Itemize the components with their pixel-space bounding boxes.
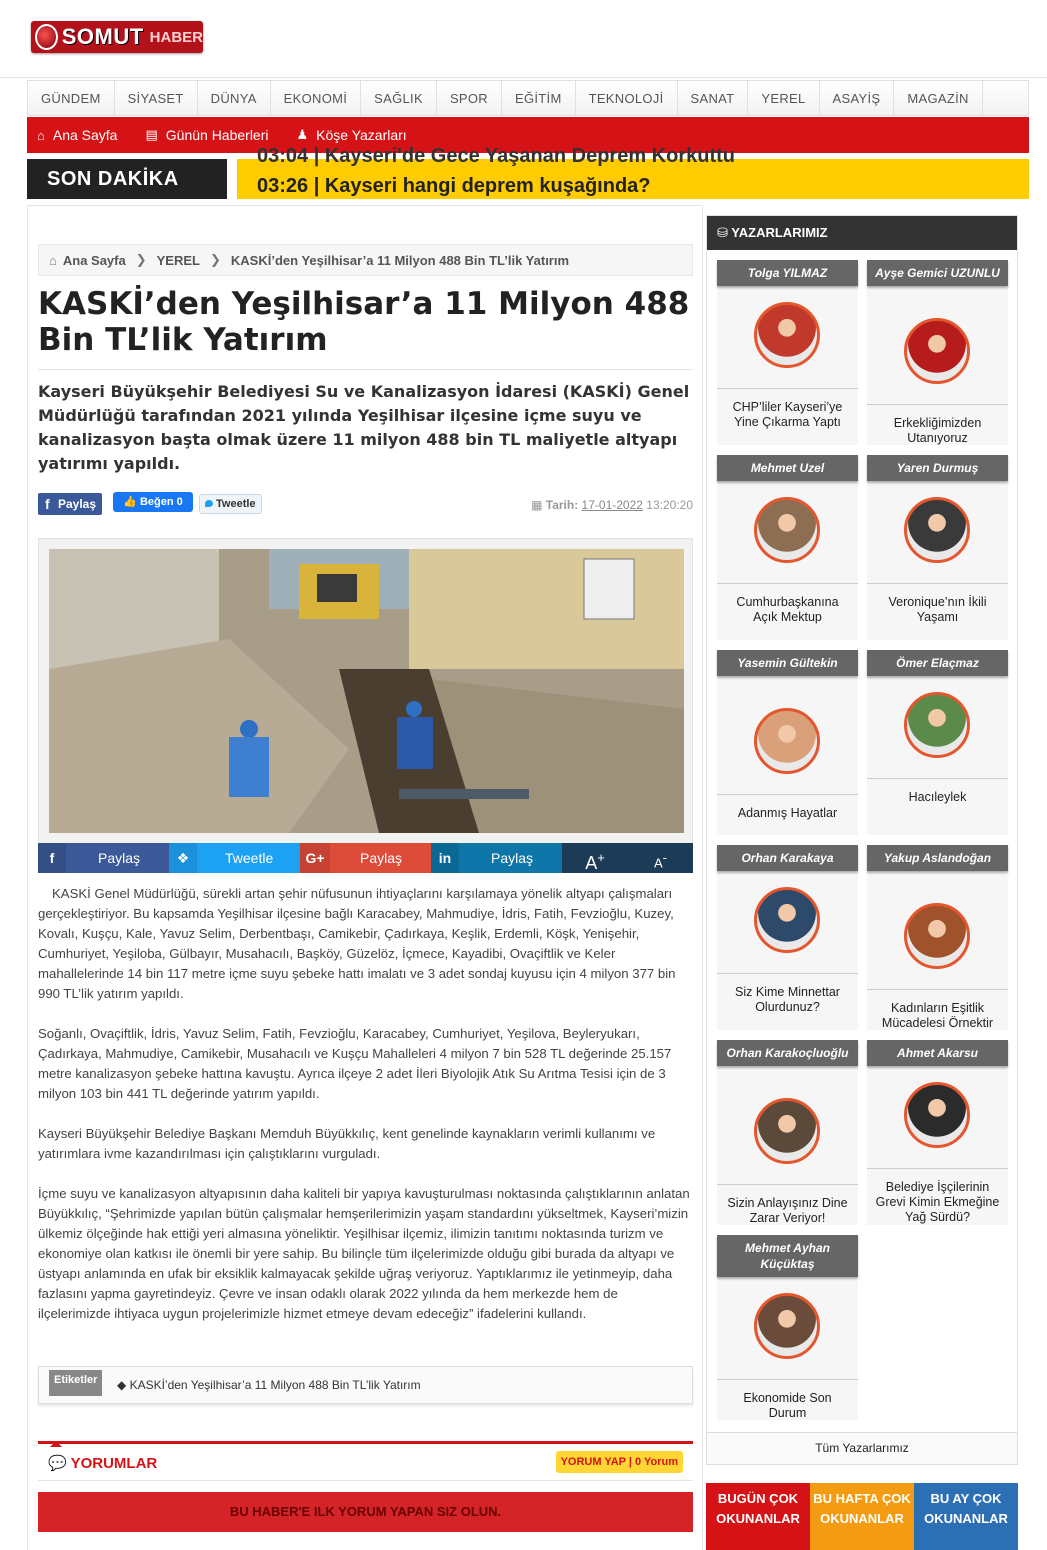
- columnist-avatar[interactable]: [754, 887, 820, 953]
- columnist-name[interactable]: Tolga YILMAZ: [717, 260, 858, 286]
- logo-text-primary: SOMUT: [61, 24, 144, 49]
- comment-icon: 💬: [48, 1455, 71, 1472]
- columnist-avatar[interactable]: [754, 708, 820, 774]
- article-body: [38, 884, 693, 1344]
- tag-link[interactable]: [117, 1378, 421, 1392]
- tab-month-popular[interactable]: BU AY ÇOK OKUNANLAR: [914, 1483, 1018, 1550]
- home-icon: ⌂: [49, 252, 57, 268]
- category-eği̇ti̇m[interactable]: EĞİTİM: [502, 81, 576, 115]
- columnist-article-link[interactable]: Cumhurbaşkanına Açık Mektup: [736, 595, 839, 624]
- columnist-card[interactable]: [717, 455, 858, 640]
- columnist-article-link[interactable]: Sizin Anlayışınız Dine Zarar Veriyor!: [727, 1196, 848, 1225]
- sidebar-columnists: [706, 215, 1018, 1465]
- user-icon: ♟: [296, 127, 309, 142]
- category-teknoloji̇[interactable]: TEKNOLOJİ: [576, 81, 678, 115]
- no-comments-message: BU HABER'E ILK YORUM YAPAN SIZ OLUN.: [38, 1492, 693, 1532]
- share-bar-large: [38, 843, 693, 873]
- facebook-share-large[interactable]: [38, 843, 169, 873]
- tags-label: Etiketler: [49, 1370, 102, 1396]
- font-decrease-button[interactable]: [628, 843, 693, 873]
- columnist-article-link[interactable]: Adanmış Hayatlar: [737, 806, 838, 820]
- columnist-card[interactable]: [717, 1040, 858, 1225]
- nav-columnists-label: Köşe Yazarları: [316, 127, 407, 143]
- divider: [38, 369, 693, 370]
- date-label: Tarih:: [545, 498, 579, 512]
- facebook-like-button[interactable]: [113, 492, 193, 512]
- twitter-tweet-button[interactable]: Tweetle: [199, 494, 262, 514]
- divider: [717, 583, 858, 584]
- comments-header: [38, 1441, 693, 1481]
- twitter-share-label: Tweetle: [225, 850, 274, 866]
- linkedin-share-large[interactable]: [431, 843, 562, 873]
- comments-title: [48, 1454, 157, 1472]
- share-bar-small: [38, 492, 693, 518]
- sidebar-title: [707, 216, 1017, 250]
- breaking-news-item[interactable]: 03:04 | Kayseri'de Gece Yaşanan Deprem Korkuttu: [257, 145, 735, 167]
- twitter-share-large[interactable]: [169, 843, 300, 873]
- columnist-article-link[interactable]: Siz Kime Minnettar Olurdunuz?: [735, 985, 840, 1014]
- nav-home-link[interactable]: [37, 127, 117, 143]
- minus-icon: -: [662, 850, 667, 865]
- tag-label: KASKİ’den Yeşilhisar’a 11 Milyon 488 Bin TL’lik Yatırım: [129, 1378, 421, 1392]
- columnist-name[interactable]: Orhan Karakoçluoğlu: [717, 1040, 858, 1066]
- category-sağlik[interactable]: SAĞLIK: [361, 81, 437, 115]
- columnist-article-link[interactable]: Kadınların Eşitlik Mücadelesi Örnektir: [881, 1001, 994, 1030]
- lock-icon: ⛁: [717, 225, 732, 240]
- font-increase-label: A: [585, 853, 598, 873]
- divider: [717, 1184, 858, 1185]
- article-photo: [49, 549, 684, 833]
- google-share-label: Paylaş: [360, 850, 403, 866]
- chevron-right-icon: ❯: [135, 252, 147, 267]
- facebook-icon: f: [38, 843, 66, 873]
- construction-photo: [49, 549, 684, 833]
- breaking-news-label: SON DAKİKA: [27, 159, 227, 199]
- category-ekonomi̇[interactable]: EKONOMİ: [271, 81, 362, 115]
- category-dünya[interactable]: DÜNYA: [198, 81, 271, 115]
- header: [0, 0, 1047, 78]
- columnist-avatar[interactable]: [904, 497, 970, 563]
- article-date: [531, 498, 693, 512]
- category-sanat[interactable]: SANAT: [678, 81, 749, 115]
- columnist-name[interactable]: Mehmet Uzel: [717, 455, 858, 481]
- tags-box: [38, 1366, 693, 1404]
- columnist-card[interactable]: [717, 650, 858, 835]
- tab-today-popular[interactable]: BUGÜN ÇOK OKUNANLAR: [706, 1483, 810, 1550]
- columnist-name[interactable]: Orhan Karakaya: [717, 845, 858, 871]
- columnist-article-link[interactable]: Hacıleylek: [908, 790, 967, 804]
- article-summary: Kayseri Büyükşehir Belediyesi Su ve Kanalizasyon İdaresi (KASKİ) Genel Müdürlüğü tarafından 2021 yılında Yeşilhisar ilçesine içme suyu ve kanalizasyon başta olmak üzere 11 milyon 488 bin TL maliyetle altyapı yatırımı yapıldı.: [38, 382, 690, 473]
- columnist-card[interactable]: [867, 845, 1008, 1030]
- columnist-card[interactable]: [867, 650, 1008, 835]
- columnist-article-link[interactable]: Belediye İşçilerinin Grevi Kimin Ekmeğine Yağ Sürdü?: [875, 1180, 1000, 1224]
- divider: [867, 989, 1008, 990]
- tab-week-popular[interactable]: BU HAFTA ÇOK OKUNANLAR: [810, 1483, 914, 1550]
- columnist-avatar[interactable]: [904, 692, 970, 758]
- logo-globe-icon: [35, 24, 58, 50]
- breaking-news-ticker: [237, 145, 1029, 199]
- columnist-card[interactable]: [717, 1235, 858, 1420]
- category-gündem[interactable]: GÜNDEM: [28, 81, 115, 115]
- linkedin-icon: in: [431, 843, 459, 873]
- chevron-right-icon: ❯: [209, 252, 221, 267]
- columnist-card[interactable]: [867, 260, 1008, 445]
- article-title: KASKİ’den Yeşilhisar’a 11 Milyon 488 Bin TL’lik Yatırım: [38, 286, 690, 358]
- divider: [867, 583, 1008, 584]
- breaking-news-item[interactable]: 03:26 | Kayseri hangi deprem kuşağında?: [257, 175, 651, 197]
- category-nav: [27, 80, 1029, 116]
- like-label: Beğen 0: [139, 496, 183, 508]
- columnist-name[interactable]: Mehmet Ayhan Küçüktaş: [717, 1235, 858, 1277]
- category-spor[interactable]: SPOR: [437, 81, 502, 115]
- nav-today-link[interactable]: [145, 127, 268, 143]
- tag-icon: ◆: [117, 1378, 130, 1392]
- breadcrumb-home[interactable]: Ana Sayfa: [62, 252, 126, 268]
- sidebar-title-label: YAZARLARIMIZ: [731, 225, 828, 240]
- columnist-name[interactable]: Ahmet Akarsu: [867, 1040, 1008, 1066]
- columnist-name[interactable]: Ayşe Gemici UZUNLU: [867, 260, 1008, 286]
- columnist-card[interactable]: [717, 260, 858, 445]
- newspaper-icon: ▤: [145, 127, 158, 142]
- twitter-icon: ❖: [169, 843, 197, 873]
- divider: [717, 973, 858, 974]
- breadcrumb-current: KASKİ’den Yeşilhisar’a 11 Milyon 488 Bin TL’lik Yatırım: [230, 252, 570, 268]
- calendar-icon: ▦: [531, 498, 543, 512]
- article-container: [27, 205, 703, 1550]
- plus-icon: +: [597, 850, 605, 865]
- nav-home-label: Ana Sayfa: [52, 127, 118, 143]
- columnist-name[interactable]: Yakup Aslandoğan: [867, 845, 1008, 871]
- columnist-avatar[interactable]: [754, 497, 820, 563]
- columnist-avatar[interactable]: [754, 302, 820, 368]
- divider: [717, 794, 858, 795]
- columnist-card[interactable]: [867, 455, 1008, 640]
- columnist-avatar[interactable]: [904, 318, 970, 384]
- logo-text-secondary: HABER: [149, 28, 203, 46]
- facebook-share-button[interactable]: f Paylaş: [38, 493, 102, 515]
- article-paragraph: KASKİ Genel Müdürlüğü, sürekli artan şehir nüfusunun ihtiyaçlarını karşılamaya yönelik altyapı çalışmaları gerçekleştiriyor. Bu kapsamda Yeşilhisar ilçesine bağlı Karacabey, Mahmudiye, İdris, Fatih, Fevzioğlu, Kuzey, Kovalı, Kuşçu, Kale, Yavuz Selim, Derbentbaşı, Camikebir, Çadırkaya, Keşlik, Erdemli, Köşk, Yenişehir, Cumhuriyet, Yeşiloba, Gülbayır, Musahacılı, Başköy, Güzelöz, İçmece, Kayadibi, Ovaçiftlik ve Keler mahallelerinde 14 bin 117 metre içme suyu şebeke hattı imalatı ve 3 adet sondaj kuyusu için 4 milyon 377 bin 990 TL’lik yatırım yapıldı.: [38, 886, 676, 1001]
- columnist-card[interactable]: [717, 845, 858, 1030]
- divider: [867, 404, 1008, 405]
- comments-title-label: YORUMLAR: [70, 1455, 158, 1472]
- facebook-share-label: Paylaş: [98, 850, 141, 866]
- font-increase-button[interactable]: [562, 843, 628, 873]
- columnist-avatar[interactable]: [754, 1293, 820, 1359]
- columnist-avatar[interactable]: [904, 903, 970, 969]
- date-value[interactable]: 17-01-2022: [581, 498, 643, 512]
- popular-tabs: [706, 1483, 1018, 1550]
- article-paragraph: İçme suyu ve kanalizasyon altyapısının daha kaliteli bir yapıya kavuşturulması noktasında çalıştıklarının anlatan Büyükkılıç, “Şehrimizde yapılan bütün çalışmalar hemşerilerimizin yaşam standardını yükseltmek, Kayseri’mizin ülkemiz ölçeğinde hak ettiği yeri almasına yöneliktir. Yeşilhisar ilçemiz, ilimizin tanıtımı noktasında turizm ve ekonomiye olan katkısı ile önemli bir yere sahip. Bu bilinçle tüm ilçelerimizde olduğu gibi burada da altyapı ve üstyapı anlamında en ufak bir eksiklik kalmayacak şekilde uğraş veriyoruz. Yaptıklarımız ile yetinmeyip, daha fazlasını yapma gayretindeyiz. Çevre ve insan odaklı olarak 2022 yılında da hem merkezde hem de ilçelerimizde ihtiyaca uygun projelerimizle hizmet etmeye devam edeceğiz” ifadelerini kullandı.: [38, 1186, 690, 1321]
- article-paragraph: Kayseri Büyükşehir Belediye Başkanı Memduh Büyükkılıç, kent genelinde kaynakların verimli kullanımı ve yatırımlara ivme kazandırılması için çalıştıklarını vurguladı.: [38, 1126, 656, 1161]
- all-columnists-link[interactable]: Tüm Yazarlarımız: [706, 1432, 1018, 1465]
- category-magazi̇n[interactable]: MAGAZİN: [894, 81, 982, 115]
- article-paragraph: Soğanlı, Ovaçiftlik, İdris, Yavuz Selim, Fatih, Fevzioğlu, Karacabey, Cumhuriyet, Yeşilova, Beyleryukarı, Çadırkaya, Mahmudiye, Camikebir, Musahacılı ve Kuşçu Mahalleleri 4 milyon 7 bin 528 TL değerinde 25.157 metre kanalizasyon şebeke hattına kavuştu. Ayrıca ilçeye 2 adet İleri Biyolojik Atık Su Arıtma Tesisi için de 3 milyon 103 bin 441 TL değerinde yatırım yapıldı.: [38, 1026, 672, 1101]
- columnist-article-link[interactable]: Ekonomide Son Durum: [743, 1391, 832, 1420]
- divider: [867, 778, 1008, 779]
- site-logo[interactable]: [31, 21, 203, 53]
- columnist-avatar[interactable]: [754, 1098, 820, 1164]
- columnist-article-link[interactable]: Erkekliğimizden Utanıyoruz: [893, 416, 982, 445]
- write-comment-button[interactable]: YORUM YAP | 0 Yorum: [556, 1451, 683, 1473]
- category-yerel[interactable]: YEREL: [748, 81, 819, 115]
- breadcrumb: [38, 244, 693, 276]
- google-plus-icon: G+: [300, 843, 330, 873]
- nav-today-label: Günün Haberleri: [165, 127, 269, 143]
- divider: [717, 388, 858, 389]
- columnist-name[interactable]: Ömer Elaçmaz: [867, 650, 1008, 676]
- google-share-large[interactable]: [300, 843, 431, 873]
- divider: [717, 1379, 858, 1380]
- category-asayi̇ş[interactable]: ASAYİŞ: [820, 81, 895, 115]
- article-image-frame: [38, 538, 693, 844]
- columnist-article-link[interactable]: CHP’liler Kayseri’ye Yine Çıkarma Yaptı: [732, 400, 843, 429]
- columnist-avatar[interactable]: [904, 1082, 970, 1148]
- columnist-article-link[interactable]: Veronique’nın İkili Yaşamı: [888, 595, 987, 624]
- category-si̇yaset[interactable]: SİYASET: [115, 81, 198, 115]
- home-icon: ⌂: [37, 127, 45, 143]
- font-decrease-label: A: [653, 855, 663, 871]
- columnist-name[interactable]: Yaren Durmuş: [867, 455, 1008, 481]
- thumbs-up-icon: 👍: [123, 496, 140, 508]
- breadcrumb-category[interactable]: YEREL: [156, 252, 200, 268]
- nav-columnists-link[interactable]: [297, 127, 407, 143]
- time-value: 13:20:20: [646, 498, 693, 512]
- columnist-card[interactable]: [867, 1040, 1008, 1225]
- columnist-name[interactable]: Yasemin Gültekin: [717, 650, 858, 676]
- linkedin-share-label: Paylaş: [491, 850, 534, 866]
- divider: [867, 1168, 1008, 1169]
